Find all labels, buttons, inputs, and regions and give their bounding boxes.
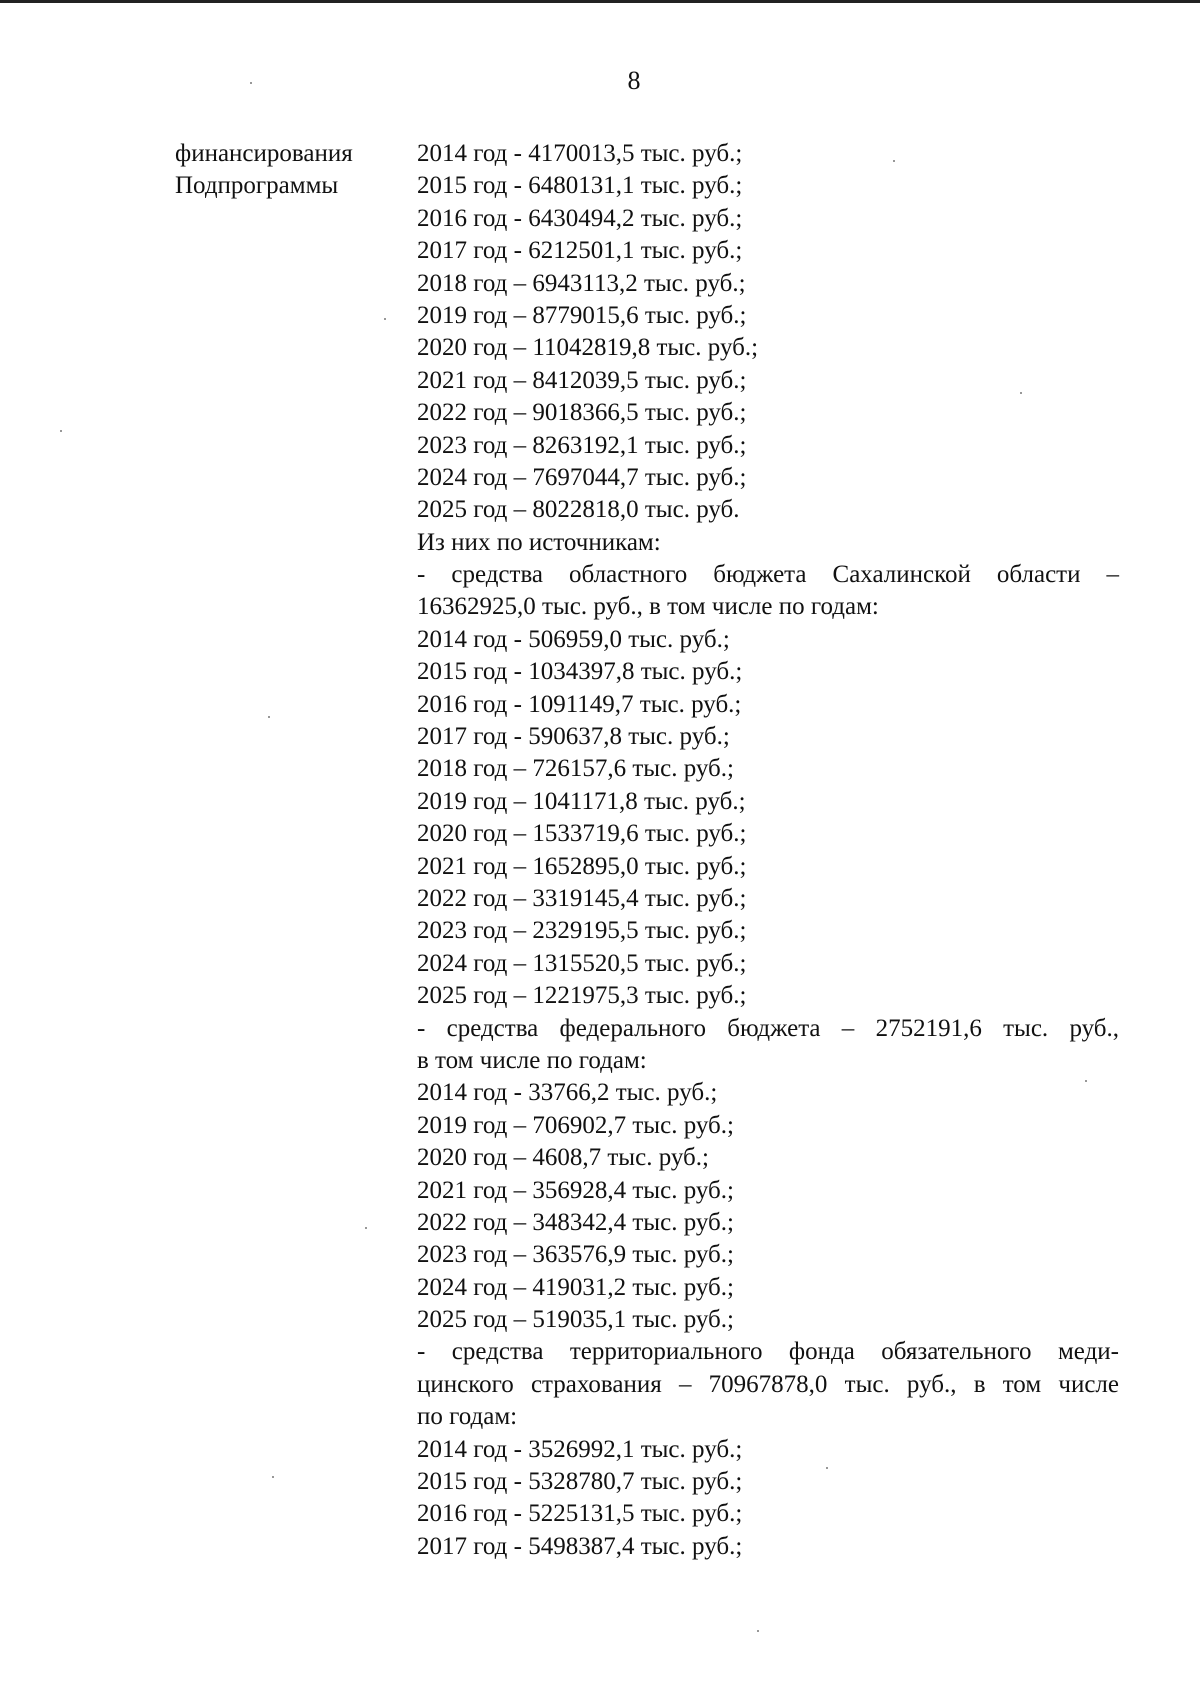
scan-speck xyxy=(826,1467,828,1469)
total-year-2020: 2020 год – 11042819,8 тыс. руб.; xyxy=(417,334,759,362)
total-year-2021: 2021 год – 8412039,5 тыс. руб.; xyxy=(417,366,747,394)
regional-year-2014: 2014 год - 506959,0 тыс. руб.; xyxy=(417,625,730,653)
total-year-2024: 2024 год – 7697044,7 тыс. руб.; xyxy=(417,463,747,491)
financing-content xyxy=(417,138,1119,1563)
regional-year-2019: 2019 год – 1041171,8 тыс. руб.; xyxy=(417,787,746,815)
federal-budget-by-years: в том числе по годам: xyxy=(417,1046,647,1074)
federal-year-2023: 2023 год – 363576,9 тыс. руб.; xyxy=(417,1241,734,1269)
regional-year-2017: 2017 год - 590637,8 тыс. руб.; xyxy=(417,723,730,751)
federal-budget-intro: - средства федерального бюджета – 2752191,6 тыс. руб., xyxy=(417,1014,1119,1042)
federal-year-2025: 2025 год – 519035,1 тыс. руб.; xyxy=(417,1306,734,1334)
label-line-subprogram: Подпрограммы xyxy=(175,172,339,200)
regional-budget-section xyxy=(417,559,1119,1012)
total-year-2016: 2016 год - 6430494,2 тыс. руб.; xyxy=(417,204,743,232)
scan-speck xyxy=(272,1476,274,1478)
regional-year-2025: 2025 год – 1221975,3 тыс. руб.; xyxy=(417,982,747,1010)
federal-year-2020: 2020 год – 4608,7 тыс. руб.; xyxy=(417,1144,709,1172)
total-by-year-list xyxy=(417,138,1119,527)
total-year-2019: 2019 год – 8779015,6 тыс. руб.; xyxy=(417,301,747,329)
regional-year-2020: 2020 год – 1533719,6 тыс. руб.; xyxy=(417,820,747,848)
regional-budget-total: 16362925,0 тыс. руб., в том числе по годам: xyxy=(417,593,879,621)
scan-speck xyxy=(268,716,270,718)
regional-year-2016: 2016 год - 1091149,7 тыс. руб.; xyxy=(417,690,742,718)
total-year-2015: 2015 год - 6480131,1 тыс. руб.; xyxy=(417,172,743,200)
federal-year-2021: 2021 год – 356928,4 тыс. руб.; xyxy=(417,1176,734,1204)
total-year-2022: 2022 год – 9018366,5 тыс. руб.; xyxy=(417,399,747,427)
scan-speck xyxy=(250,82,252,84)
federal-year-2024: 2024 год – 419031,2 тыс. руб.; xyxy=(417,1273,734,1301)
insurance-fund-section xyxy=(417,1336,1119,1563)
federal-year-2022: 2022 год – 348342,4 тыс. руб.; xyxy=(417,1208,734,1236)
page-number: 8 xyxy=(627,66,641,95)
federal-year-2019: 2019 год – 706902,7 тыс. руб.; xyxy=(417,1111,734,1139)
page-top-edge xyxy=(0,0,1200,3)
federal-budget-section xyxy=(417,1013,1119,1337)
insurance-year-2015: 2015 год - 5328780,7 тыс. руб.; xyxy=(417,1468,743,1496)
field-label xyxy=(175,138,415,203)
insurance-year-2016: 2016 год - 5225131,5 тыс. руб.; xyxy=(417,1500,743,1528)
regional-budget-intro: - средства областного бюджета Сахалинской области – xyxy=(417,561,1119,589)
insurance-year-2017: 2017 год - 5498387,4 тыс. руб.; xyxy=(417,1532,743,1560)
insurance-fund-by-years: по годам: xyxy=(417,1403,518,1431)
regional-year-2021: 2021 год – 1652895,0 тыс. руб.; xyxy=(417,852,747,880)
regional-year-2023: 2023 год – 2329195,5 тыс. руб.; xyxy=(417,917,747,945)
insurance-fund-intro: - средства территориального фонда обязательного меди- xyxy=(417,1338,1119,1366)
scan-speck xyxy=(757,1630,759,1632)
sources-heading: Из них по источникам: xyxy=(417,528,661,556)
total-year-2014: 2014 год - 4170013,5 тыс. руб.; xyxy=(417,140,743,167)
total-year-2025: 2025 год – 8022818,0 тыс. руб. xyxy=(417,496,740,524)
scan-speck xyxy=(384,318,386,320)
regional-year-2022: 2022 год – 3319145,4 тыс. руб.; xyxy=(417,884,747,912)
total-year-2018: 2018 год – 6943113,2 тыс. руб.; xyxy=(417,269,746,297)
scan-speck xyxy=(60,430,62,432)
insurance-year-2014: 2014 год - 3526992,1 тыс. руб.; xyxy=(417,1435,743,1463)
scan-speck xyxy=(1085,1080,1087,1082)
regional-year-2018: 2018 год – 726157,6 тыс. руб.; xyxy=(417,755,734,783)
federal-year-2014: 2014 год - 33766,2 тыс. руб.; xyxy=(417,1079,718,1107)
total-year-2023: 2023 год – 8263192,1 тыс. руб.; xyxy=(417,431,747,459)
regional-year-2024: 2024 год – 1315520,5 тыс. руб.; xyxy=(417,949,747,977)
total-year-2017: 2017 год - 6212501,1 тыс. руб.; xyxy=(417,237,743,265)
scan-speck xyxy=(1020,392,1022,394)
regional-year-2015: 2015 год - 1034397,8 тыс. руб.; xyxy=(417,658,743,686)
scan-speck xyxy=(365,1227,367,1229)
label-line-financing: финансирования xyxy=(175,140,353,167)
scan-speck xyxy=(893,160,895,162)
insurance-fund-total: цинского страхования – 70967878,0 тыс. руб., в том числе xyxy=(417,1370,1119,1398)
